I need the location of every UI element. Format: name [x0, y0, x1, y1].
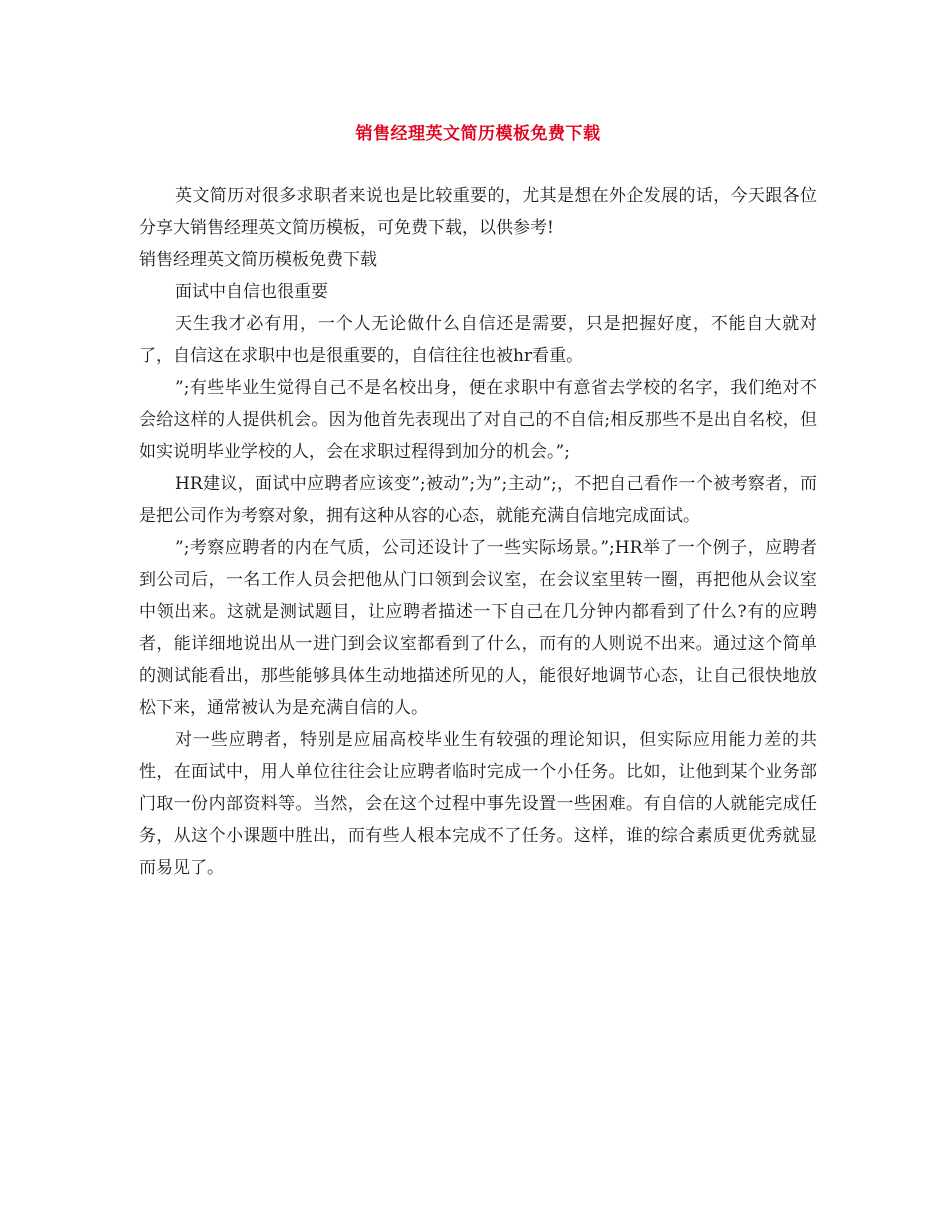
subheading-confidence: 面试中自信也很重要 [175, 282, 328, 302]
paragraph-confidence: 天生我才必有用，一个人无论做什么自信还是需要，只是把握好度，不能自大就对了，自信这在求职中也是很重要的，自信往往也被hr看重。 [139, 314, 817, 366]
intro-paragraph: 英文简历对很多求职者来说也是比较重要的，尤其是想在外企发展的话，今天跟各位分享大销售经理英文简历模板，可免费下载，以供参考! [139, 186, 817, 238]
paragraph-task-test: 对一些应聘者，特别是应届高校毕业生有较强的理论知识，但实际应用能力差的共性，在面试中，用人单位往往会让应聘者临时完成一个小任务。比如，让他到某个业务部门取一份内部资料等。当然，会在这个过程中事先设置一些困难。有自信的人就能完成任务，从这个小课题中胜出，而有些人根本完成不了任务。这样，谁的综合素质更优秀就显而易见了。 [139, 730, 817, 878]
paragraph-school: ”;有些毕业生觉得自己不是名校出身，便在求职中有意省去学校的名字，我们绝对不会给这样的人提供机会。因为他首先表现出了对自己的不自信;相反那些不是出自名校，但如实说明毕业学校的人，会在求职过程得到加分的机会。”; [139, 378, 817, 462]
document-page [139, 120, 817, 884]
paragraph-scenario-test: ”;考察应聘者的内在气质，公司还设计了一些实际场景。”;HR举了一个例子，应聘者到公司后，一名工作人员会把他从门口领到会议室，在会议室里转一圈，再把他从会议室中领出来。这就是测试题目，让应聘者描述一下自己在几分钟内都看到了什么?有的应聘者，能详细地说出从一进门到会议室都看到了什么，而有的人则说不出来。通过这个简单的测试能看出，那些能够具体生动地描述所见的人，能很好地调节心态，让自己很快地放松下来，通常被认为是充满自信的人。 [139, 538, 817, 718]
document-title: 销售经理英文简历模板免费下载 [355, 124, 601, 144]
paragraph-hr-advice: HR建议，面试中应聘者应该变”;被动”;为”;主动”;，不把自己看作一个被考察者，而是把公司作为考察对象，拥有这种从容的心态，就能充满自信地完成面试。 [139, 474, 817, 526]
section-heading: 销售经理英文简历模板免费下载 [139, 250, 377, 270]
